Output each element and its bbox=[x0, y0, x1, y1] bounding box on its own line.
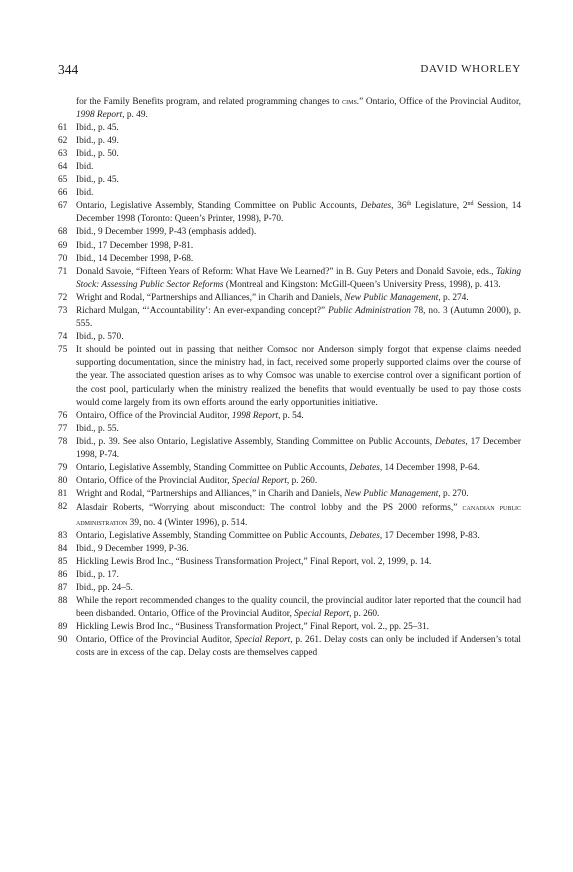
text-run: Ontario, Legislative Assembly, Standing Committee on Public Accounts, bbox=[76, 201, 361, 212]
endnote-text bbox=[76, 503, 521, 527]
endnote bbox=[58, 253, 521, 266]
text-run: 78, no. 3 (Autumn 2000), p. 555. bbox=[76, 306, 521, 330]
endnote-text bbox=[76, 345, 521, 407]
endnote-text bbox=[76, 596, 521, 619]
endnote-text bbox=[76, 544, 189, 554]
endnote-text bbox=[76, 254, 193, 264]
endnote-number: 88 bbox=[58, 596, 68, 607]
page-header bbox=[58, 62, 521, 78]
endnote-text bbox=[76, 162, 93, 172]
endnote-text bbox=[76, 570, 119, 580]
endnote bbox=[58, 543, 521, 556]
endnote-text bbox=[76, 97, 521, 120]
endnote-text bbox=[76, 188, 93, 198]
endnote bbox=[58, 556, 521, 569]
text-run: Ibid., 9 December 1999, P-43 (emphasis added). bbox=[76, 227, 257, 238]
endnote bbox=[58, 501, 521, 529]
text-run: , p. 260. bbox=[286, 476, 318, 487]
endnote-number: 70 bbox=[58, 253, 68, 264]
endnote-number: 65 bbox=[58, 175, 68, 186]
endnotes-list bbox=[58, 95, 521, 661]
italic-title: Debates bbox=[360, 201, 392, 212]
endnote-text bbox=[76, 267, 521, 290]
text-run: Ibid., p. 17. bbox=[76, 569, 119, 580]
text-run: , p. 54. bbox=[278, 410, 304, 421]
text-run: Ibid., p. 39. See also Ontario, Legislative Assembly, Standing Committee on Public Accounts, bbox=[76, 436, 435, 447]
small-caps-text: cims bbox=[342, 95, 357, 106]
endnote bbox=[58, 200, 521, 226]
text-run: Ontairo, Office of the Provincial Auditor, bbox=[76, 410, 232, 421]
text-run: Ibid. bbox=[76, 188, 94, 199]
superscript: th bbox=[406, 201, 412, 208]
text-run: Ibid., p. 49. bbox=[76, 135, 119, 146]
endnote-number: 82 bbox=[58, 502, 68, 513]
text-run: , p. 261. Delay costs can only be included if Andersen’s total costs are in excess of the cap. Delay costs are themselves capped bbox=[76, 635, 521, 659]
italic-title: Taking Stock: Assessing Public Sector Reforms bbox=[76, 266, 521, 290]
italic-title: Debates bbox=[434, 436, 466, 447]
text-run: Legislature, 2 bbox=[411, 201, 468, 212]
endnote bbox=[58, 582, 521, 595]
text-run: , 14 December 1998, P-64. bbox=[379, 463, 480, 474]
endnote-text bbox=[76, 622, 429, 632]
text-run: , p. 270. bbox=[438, 489, 469, 500]
italic-title: Debates bbox=[349, 463, 380, 474]
text-run: Richard Mulgan, “‘Accountability’: An ever-expanding concept?” bbox=[76, 306, 329, 316]
endnote-text bbox=[76, 635, 521, 658]
text-run: , 36 bbox=[391, 201, 407, 212]
italic-title: New Public Management bbox=[344, 489, 439, 500]
endnote-number: 75 bbox=[58, 345, 68, 356]
endnote-text bbox=[76, 476, 317, 486]
italic-title: Special Report bbox=[234, 635, 291, 646]
endnote bbox=[58, 122, 521, 135]
endnote bbox=[58, 530, 521, 543]
endnote bbox=[58, 187, 521, 200]
text-run: Ibid., 9 December 1999, P-36. bbox=[76, 543, 189, 554]
text-run: Session, 14 December 1998 (Toronto: Queen’s Printer, 1998), P-70. bbox=[76, 201, 521, 225]
endnote bbox=[58, 475, 521, 488]
endnote-number: 90 bbox=[58, 635, 68, 646]
endnote-number: 67 bbox=[58, 201, 68, 212]
endnote-text bbox=[76, 306, 521, 329]
endnote-text bbox=[76, 293, 469, 303]
endnote bbox=[58, 621, 521, 634]
endnote bbox=[58, 462, 521, 475]
italic-title: Special Report bbox=[294, 609, 350, 620]
text-run: , p. 260. bbox=[349, 609, 380, 620]
text-run: It should be pointed out in passing that neither Comsoc nor Anderson simply forgot that expense claims needed supporting documentation, since the ministry had, in fact, received some properly supported claims over the course of the year. The associated question arises as to why Comsoc was unable to exercise control over a significant portion of the cost pool, particularly when the ministry realized the benefits that would eventually be used to pay those costs would come largely from its own efforts around the early opportunities initiative. bbox=[76, 345, 521, 408]
endnote bbox=[58, 95, 521, 122]
endnote bbox=[58, 436, 521, 462]
text-run: Ibid., p. 570. bbox=[76, 332, 124, 343]
endnote-number: 68 bbox=[58, 227, 68, 238]
text-run: Ontario, Office of the Provincial Auditor, bbox=[76, 635, 235, 646]
text-run: Donald Savoie, “Fifteen Years of Reform: What Have We Learned?” in B. Guy Peters and Donald Savoie, eds., bbox=[76, 266, 497, 277]
running-head: DAVID WHORLEY bbox=[420, 63, 521, 75]
superscript: nd bbox=[467, 201, 474, 208]
italic-title: New Public Management bbox=[344, 292, 439, 303]
text-run: Alasdair Roberts, “Worrying about misconduct: The control lobby and the PS 2000 reforms,” bbox=[76, 503, 463, 514]
endnote-number: 77 bbox=[58, 423, 68, 434]
endnote bbox=[58, 135, 521, 148]
endnote bbox=[58, 595, 521, 621]
endnote-text bbox=[76, 149, 119, 159]
endnote-number: 89 bbox=[58, 622, 68, 633]
endnote bbox=[58, 161, 521, 174]
endnote-number: 85 bbox=[58, 556, 68, 567]
endnote bbox=[58, 344, 521, 409]
endnote bbox=[58, 148, 521, 161]
endnote bbox=[58, 305, 521, 331]
endnote-text bbox=[76, 489, 469, 499]
endnote bbox=[58, 174, 521, 187]
endnote-number: 73 bbox=[58, 306, 68, 316]
endnote-number: 63 bbox=[58, 148, 68, 159]
endnote bbox=[58, 240, 521, 253]
text-run: Ontario, Office of the Provincial Auditor, bbox=[76, 476, 232, 487]
text-run: Ibid., p. 55. bbox=[76, 423, 119, 434]
endnote-number: 64 bbox=[58, 161, 68, 172]
text-run: Hickling Lewis Brod Inc., “Business Transformation Project,” Final Report, vol. 2., pp. 25–31. bbox=[76, 622, 429, 633]
text-run: (Montreal and Kingston: McGill-Queen’s University Press, 1998), p. 413. bbox=[223, 279, 501, 290]
text-run: .” Ontario, Office of the Provincial Auditor, bbox=[356, 96, 521, 107]
text-run: , p. 274. bbox=[438, 292, 469, 303]
endnote-number: 66 bbox=[58, 188, 68, 199]
endnote bbox=[58, 331, 521, 344]
endnote bbox=[58, 266, 521, 292]
endnote-number: 76 bbox=[58, 410, 68, 421]
text-run: Ibid., p. 45. bbox=[76, 175, 119, 186]
endnote-number: 61 bbox=[58, 122, 68, 133]
endnote-number: 87 bbox=[58, 582, 68, 593]
endnote-text bbox=[76, 175, 119, 185]
endnote-text bbox=[76, 583, 133, 593]
text-run: Ontario, Legislative Assembly, Standing Committee on Public Accounts, bbox=[76, 463, 350, 474]
text-run: Ibid., 14 December 1998, P-68. bbox=[76, 253, 194, 264]
endnote-text bbox=[76, 424, 119, 434]
text-run: , p. 49. bbox=[122, 109, 148, 120]
text-run: Ibid., 17 December 1998, P-81. bbox=[76, 240, 194, 251]
endnote-text bbox=[76, 227, 256, 237]
endnote-text bbox=[76, 201, 521, 224]
italic-title: 1998 Report bbox=[76, 109, 123, 120]
text-run: Wright and Rodal, “Partnerships and Alliances,” in Charih and Daniels, bbox=[76, 292, 345, 303]
endnote-number: 74 bbox=[58, 332, 68, 343]
endnote-text bbox=[76, 437, 521, 460]
endnote bbox=[58, 634, 521, 660]
endnote-number: 86 bbox=[58, 569, 68, 580]
endnote bbox=[58, 423, 521, 436]
page-number: 344 bbox=[58, 62, 79, 77]
text-run: , 17 December 1998, P-83. bbox=[379, 530, 480, 541]
endnote-number: 79 bbox=[58, 463, 68, 474]
text-run: Wright and Rodal, “Partnerships and Alliances,” in Charih and Daniels, bbox=[76, 489, 345, 500]
italic-title: Special Report bbox=[231, 476, 287, 487]
endnote-text bbox=[76, 332, 124, 342]
text-run: Ontario, Legislative Assembly, Standing Committee on Public Accounts, bbox=[76, 530, 350, 541]
endnote-number: 80 bbox=[58, 476, 68, 487]
text-run: for the Family Benefits program, and related programming changes to bbox=[76, 96, 343, 107]
endnote-text bbox=[76, 463, 480, 473]
text-run: Hickling Lewis Brod Inc., “Business Transformation Project,” Final Report, vol. 2, 1999, p. 14. bbox=[76, 556, 432, 567]
text-run: While the report recommended changes to the quality council, the provincial auditor later reported that the council had been disbanded. Ontario, Office of the Provincial Auditor, bbox=[76, 596, 521, 620]
text-run: Ibid., p. 50. bbox=[76, 148, 119, 159]
endnote-text bbox=[76, 241, 193, 251]
endnote-text bbox=[76, 557, 431, 567]
endnote-text bbox=[76, 531, 480, 541]
text-run: Ibid., pp. 24–5. bbox=[76, 582, 133, 593]
text-run: 39, no. 4 (Winter 1996), p. 514. bbox=[127, 517, 248, 528]
endnote-number: 78 bbox=[58, 436, 68, 447]
endnote-number: 62 bbox=[58, 135, 68, 146]
italic-title: Public Administration bbox=[328, 306, 411, 316]
endnote-number: 72 bbox=[58, 292, 68, 303]
endnote-number: 69 bbox=[58, 240, 68, 251]
endnote bbox=[58, 488, 521, 501]
text-run: Ibid., p. 45. bbox=[76, 122, 119, 133]
endnote-number: 83 bbox=[58, 530, 68, 541]
endnote-text bbox=[76, 123, 119, 133]
endnote-number: 71 bbox=[58, 266, 68, 277]
endnote bbox=[58, 226, 521, 239]
italic-title: 1998 Report bbox=[231, 410, 279, 421]
small-caps-text: canadian public administration bbox=[76, 502, 521, 527]
italic-title: Debates bbox=[349, 530, 380, 541]
endnote bbox=[58, 569, 521, 582]
text-run: Ibid. bbox=[76, 161, 94, 172]
text-run: , 17 December 1998, P-74. bbox=[76, 436, 521, 461]
endnote-number: 81 bbox=[58, 489, 68, 500]
endnote bbox=[58, 292, 521, 305]
endnote bbox=[58, 410, 521, 423]
endnote-text bbox=[76, 411, 304, 421]
endnote-text bbox=[76, 136, 119, 146]
endnote-number: 84 bbox=[58, 543, 68, 554]
